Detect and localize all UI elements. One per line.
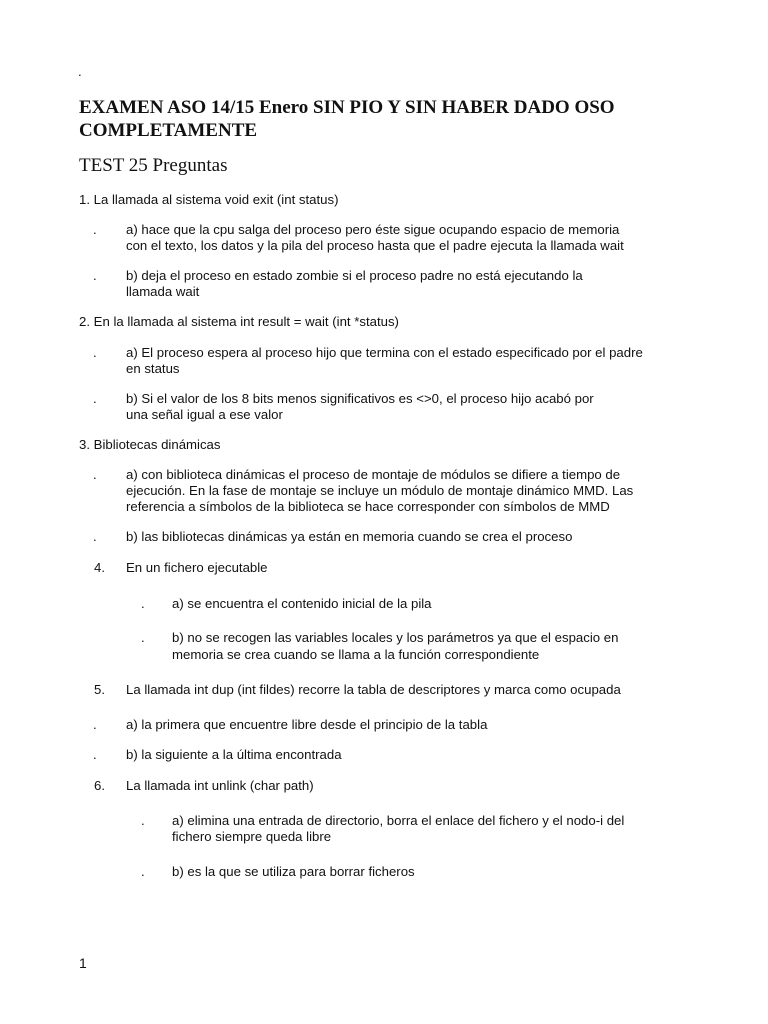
option-bullet: . (141, 630, 145, 645)
question-5-option-b-line-1: b) la siguiente a la última encontrada (126, 747, 342, 762)
option-bullet: . (93, 529, 97, 544)
question-5-number: 5. (94, 682, 105, 697)
question-6-option-a-line-1: a) elimina una entrada de directorio, borra el enlace del fichero y el nodo-i del (172, 813, 625, 828)
question-1-text: 1. La llamada al sistema void exit (int status) (79, 192, 339, 207)
question-6-number: 6. (94, 778, 105, 793)
question-4-number: 4. (94, 560, 105, 575)
question-1-option-a-line-2: con el texto, los datos y la pila del proceso hasta que el padre ejecuta la llamada wait (126, 238, 624, 253)
question-5-option-a-line-1: a) la primera que encuentre libre desde el principio de la tabla (126, 717, 488, 732)
question-3-option-a-line-3: referencia a símbolos de la biblioteca se hace corresponder con símbolos de MMD (126, 499, 610, 514)
option-bullet: . (93, 345, 97, 360)
question-3-option-b-line-1: b) las bibliotecas dinámicas ya están en memoria cuando se crea el proceso (126, 529, 573, 544)
option-bullet: . (93, 222, 97, 237)
option-bullet: . (93, 717, 97, 732)
question-1-option-b-line-1: b) deja el proceso en estado zombie si el proceso padre no está ejecutando la (126, 268, 583, 283)
question-4-option-b-line-1: b) no se recogen las variables locales y los parámetros ya que el espacio en (172, 630, 619, 645)
question-2-option-b-line-2: una señal igual a ese valor (126, 407, 283, 422)
question-6-text: La llamada int unlink (char path) (126, 778, 314, 793)
question-1-option-a-line-1: a) hace que la cpu salga del proceso pero éste sigue ocupando espacio de memoria (126, 222, 620, 237)
option-bullet: . (93, 268, 97, 283)
question-2-option-a-line-1: a) El proceso espera al proceso hijo que termina con el estado especificado por el padre (126, 345, 643, 360)
option-bullet: . (141, 596, 145, 611)
question-2-text: 2. En la llamada al sistema int result = wait (int *status) (79, 314, 399, 329)
option-bullet: . (93, 467, 97, 482)
question-3-option-a-line-1: a) con biblioteca dinámicas el proceso de montaje de módulos se difiere a tiempo de (126, 467, 621, 482)
question-1-option-b-line-2: llamada wait (126, 284, 200, 299)
document-title-line-1: EXAMEN ASO 14/15 Enero SIN PIO Y SIN HABER DADO OSO (79, 97, 615, 118)
question-4-option-a-line-1: a) se encuentra el contenido inicial de la pila (172, 596, 432, 611)
question-4-text: En un fichero ejecutable (126, 560, 268, 575)
question-4-option-b-line-2: memoria se crea cuando se llama a la función correspondiente (172, 647, 540, 662)
option-bullet: . (141, 813, 145, 828)
question-2-option-b-line-1: b) Si el valor de los 8 bits menos significativos es <>0, el proceso hijo acabó por (126, 391, 594, 406)
question-2-option-a-line-2: en status (126, 361, 180, 376)
question-6-option-b-line-1: b) es la que se utiliza para borrar ficheros (172, 864, 415, 879)
question-5-text: La llamada int dup (int fildes) recorre la tabla de descriptores y marca como ocupada (126, 682, 621, 697)
question-3-text: 3. Bibliotecas dinámicas (79, 437, 221, 452)
question-6-option-a-line-2: fichero siempre queda libre (172, 829, 332, 844)
page-number: 1 (79, 955, 87, 971)
option-bullet: . (141, 864, 145, 879)
document-subtitle: TEST 25 Preguntas (79, 155, 228, 176)
document-title-line-2: COMPLETAMENTE (79, 120, 258, 141)
option-bullet: . (93, 391, 97, 406)
top-mark: . (78, 64, 82, 79)
option-bullet: . (93, 747, 97, 762)
question-3-option-a-line-2: ejecución. En la fase de montaje se incluye un módulo de montaje dinámico MMD. Las (126, 483, 634, 498)
